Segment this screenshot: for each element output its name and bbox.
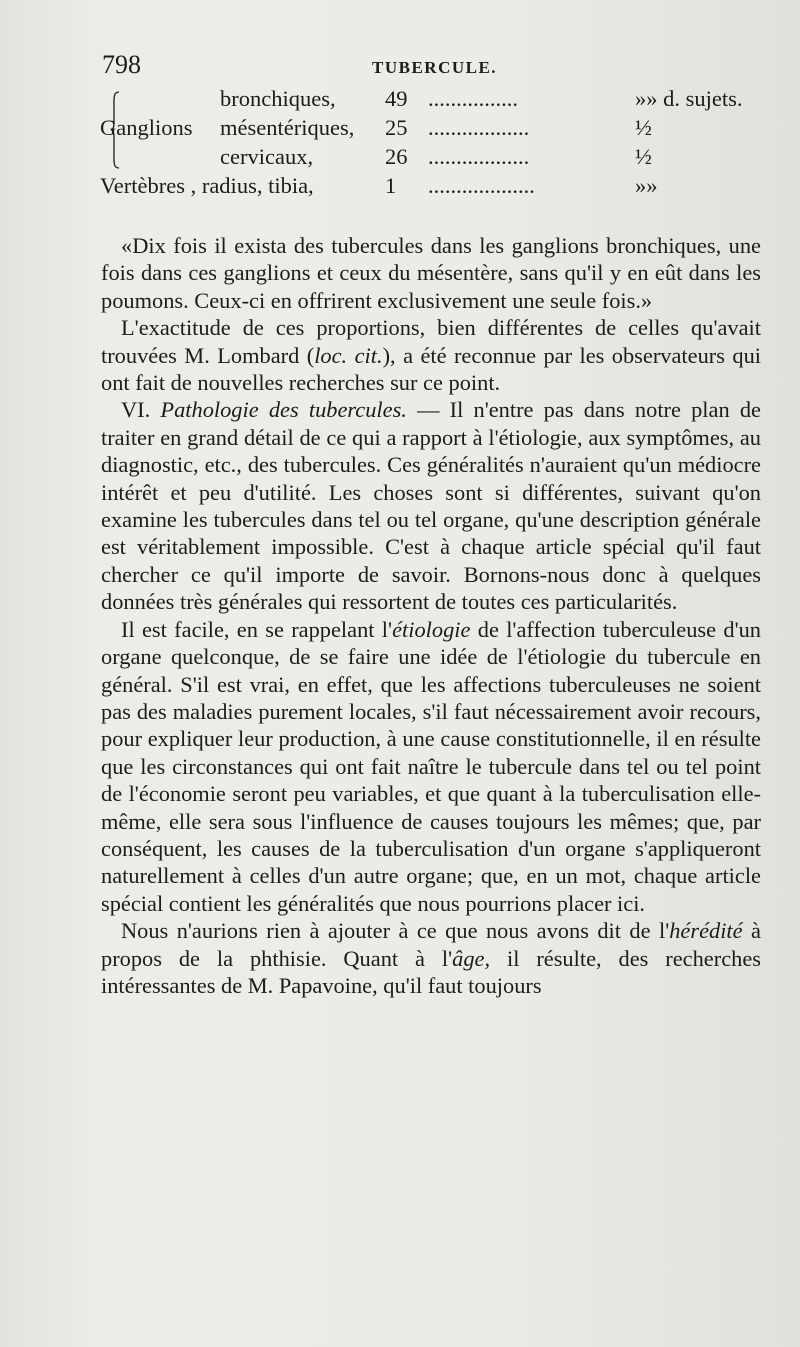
paragraph: [101, 616, 761, 917]
paragraph: [101, 917, 761, 999]
table-row: [100, 115, 765, 144]
page-number: 798: [102, 50, 141, 79]
row-dots: ...................: [428, 173, 535, 198]
italic-text: Pathologie des tubercules.: [160, 397, 407, 423]
row-result: ½: [635, 144, 652, 169]
row-dots: ..................: [428, 115, 530, 140]
running-title: TUBERCULE.: [372, 58, 498, 77]
text-run: il résulte, des recherches intéressantes de M. Papavoine, qu'il faut toujours: [101, 945, 761, 998]
paragraph: [101, 232, 761, 314]
row-result: »» d. sujets.: [635, 86, 743, 111]
paragraph: [101, 396, 761, 615]
text-run: ), a été reconnue par les observateurs qui ont fait de nouvelles recherches sur ce point.: [101, 342, 761, 396]
row-result: »»: [635, 173, 658, 198]
row-item: cervicaux,: [220, 144, 314, 169]
text-run: — Il n'entre pas dans notre plan de traiter en grand détail de ce qui a rapport à l'étiologie, aux symptômes, au diagnostic, etc., des tubercules. Ces généralités n'auraient qu'un médiocre intérêt et peu d'utilité. Les choses sont si différentes, suivant qu'on examine les tubercules dans tel ou tel organe, qu'une description générale est véritablement impossible. C'est à chaque article spécial qu'il faut chercher ce qu'il importe de savoir. Bornons-nous donc à quelques données très générales qui ressortent de toutes ces particularités.: [101, 397, 761, 615]
row-dots: ................: [428, 86, 518, 111]
row-value: 26: [385, 144, 408, 169]
italic-text: âge,: [452, 945, 491, 971]
text-run: Nous n'aurions rien à ajouter à ce que nous avons dit de l': [121, 918, 670, 944]
italic-text: hérédité: [669, 918, 743, 944]
row-dots: ..................: [428, 144, 530, 169]
table-row: [100, 86, 765, 115]
table-row: [100, 144, 765, 173]
text-run: Il est facile, en se rappelant l': [121, 616, 393, 642]
row-item: bronchiques,: [220, 86, 336, 111]
row-group: Ganglions: [100, 115, 193, 140]
row-group: Vertèbres , radius, tibia,: [100, 173, 314, 198]
italic-text: loc. cit.: [314, 342, 383, 368]
row-result: ½: [635, 115, 652, 140]
statistics-table: [100, 86, 765, 202]
row-item: mésentériques,: [220, 115, 355, 140]
row-value: 1: [385, 173, 397, 198]
text-run: VI.: [121, 397, 161, 423]
text-run: à propos de la phthisie. Quant à l': [101, 918, 761, 971]
row-value: 49: [385, 86, 408, 111]
text-run: de l'affection tuberculeuse d'un organe quelconque, de se faire une idée de l'étiologie du tubercule en général. S'il est vrai, en effet, que les affections tuberculeuses ne soient pas des maladies purement locales, s'il faut nécessairement avoir recours, pour expliquer leur production, à une cause constitutionnelle, il en résulte que les circonstances qui ont fait naître le tubercule dans tel ou tel point de l'économie seront peu variables, et que quant à la tuberculisation elle-même, elle sera sous l'influence de causes toujours les mêmes; que, par conséquent, les causes de la tuberculisation d'un organe s'appliqueront naturellement à celles d'un autre organe; que, en un mot, chaque article spécial contient les généralités que nous pourrions placer ici.: [101, 616, 761, 916]
page-header: [102, 50, 762, 86]
table-row: [100, 173, 765, 202]
text-run: L'exactitude de ces proportions, bien différentes de celles qu'avait trouvées M. Lombard (: [101, 315, 761, 368]
italic-text: étiologie: [392, 616, 471, 642]
text-run: «Dix fois il exista des tubercules dans les ganglions bronchiques, une fois dans ces ganglions et ceux du mésentère, sans qu'il y en eût dans les poumons. Ceux-ci en offrirent exclusivement une seule fois.»: [101, 233, 761, 313]
row-value: 25: [385, 115, 408, 140]
paragraph: [101, 314, 761, 396]
body-text: [101, 232, 761, 999]
